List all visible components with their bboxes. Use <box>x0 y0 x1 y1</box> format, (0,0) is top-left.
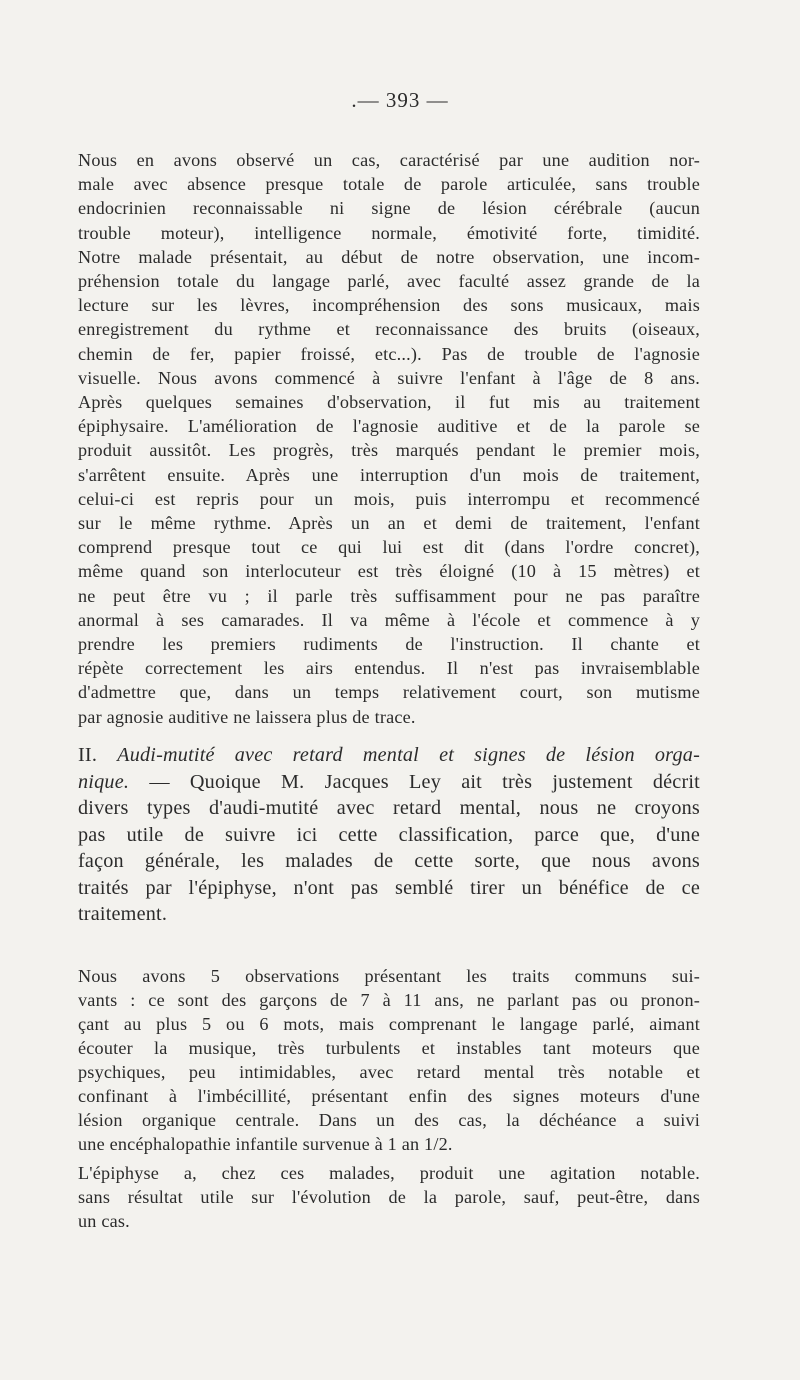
text-line: chemin de fer, papier froissé, etc...). Pas de trouble de l'agnosie <box>78 343 700 364</box>
text-line: pas utile de suivre ici cette classification, parce que, d'une <box>78 823 700 846</box>
text-line: nique. — Quoique M. Jacques Ley ait très justement décrit <box>78 770 700 793</box>
text-line: divers types d'audi-mutité avec retard mental, nous ne croyons <box>78 797 700 819</box>
text-line: lésion organique centrale. Dans un des cas, la déchéance a suivi <box>78 1110 700 1130</box>
text-line: confinant à l'imbécillité, présentant enfin des signes moteurs d'une <box>78 1086 700 1106</box>
text-line: prendre les premiers rudiments de l'instruction. Il chante et <box>78 634 700 655</box>
text-line: vants : ce sont des garçons de 7 à 11 ans, ne parlant pas ou pronon- <box>78 990 700 1010</box>
text-line: d'admettre que, dans un temps relativement court, son mutisme <box>78 682 700 703</box>
paragraph-conclusion <box>78 1161 700 1233</box>
section-title-end: nique. <box>78 770 130 793</box>
text-line: produit aussitôt. Les progrès, très marqués pendant le premier mois, <box>78 440 700 461</box>
text-line: Notre malade présentait, au début de notre observation, une incom- <box>78 246 700 267</box>
text-line: çant au plus 5 ou 6 mots, mais comprenant le langage parlé, aimant <box>78 1014 700 1034</box>
text-line: male avec absence presque totale de parole articulée, sans trouble <box>78 174 700 195</box>
text-line: comprend presque tout ce qui lui est dit (dans l'ordre concret), <box>78 537 700 558</box>
text-line: celui-ci est repris pour un mois, puis interrompu et recommencé <box>78 488 700 509</box>
text-line: Nous en avons observé un cas, caractérisé par une audition nor- <box>78 150 700 170</box>
text-line: s'arrêtent ensuite. Après une interruption d'un mois de traitement, <box>78 464 700 485</box>
section-audi-mutite <box>78 742 700 928</box>
text-line: visuelle. Nous avons commencé à suivre l'enfant à l'âge de 8 ans. <box>78 367 700 388</box>
text-line: enregistrement du rythme et reconnaissance des bruits (oiseaux, <box>78 319 700 340</box>
text-line: un cas. <box>78 1211 130 1231</box>
text-line: ne peut être vu ; il parle très suffisamment pour ne pas paraître <box>78 585 700 606</box>
text-line: répète correctement les airs entendus. Il n'est pas invraisemblable <box>78 658 700 679</box>
text-line: une encéphalopathie infantile survenue à 1 an 1/2. <box>78 1134 453 1154</box>
text-line: même quand son interlocuteur est très éloigné (10 à 15 mètres) et <box>78 561 700 582</box>
text-line: L'épiphyse a, chez ces malades, produit une agitation notable. <box>78 1163 700 1183</box>
text-line: écouter la musique, très turbulents et instables tant moteurs que <box>78 1038 700 1058</box>
text-line: traitement. <box>78 903 168 925</box>
text-line: façon générale, les malades de cette sorte, que nous avons <box>78 850 700 872</box>
text-line: sur le même rythme. Après un an et demi de traitement, l'enfant <box>78 513 700 534</box>
text-line: traités par l'épiphyse, n'ont pas semblé tirer un bénéfice de ce <box>78 876 700 899</box>
text-line: Nous avons 5 observations présentant les traits communs sui- <box>78 966 700 986</box>
text-line: endocrinien reconnaissable ni signe de lésion cérébrale (aucun <box>78 198 700 219</box>
text-line: préhension totale du langage parlé, avec faculté assez grande de la <box>78 271 700 292</box>
paragraph-observation <box>78 148 700 729</box>
section-number: II. <box>78 744 98 766</box>
text-line: psychiques, peu intimidables, avec retard mental très notable et <box>78 1062 700 1082</box>
page-number: .— 393 — <box>351 88 449 112</box>
text-line: trouble moteur), intelligence normale, émotivité forte, timidité. <box>78 222 700 243</box>
text-line: par agnosie auditive ne laissera plus de trace. <box>78 706 416 727</box>
paragraph-observations-summary <box>78 964 700 1156</box>
text-line: Après quelques semaines d'observation, il fut mis au traitement <box>78 392 700 413</box>
text-line: sans résultat utile sur l'évolution de la parole, sauf, peut-être, dans <box>78 1187 700 1207</box>
section-title: Audi-mutité avec retard mental et signes de lésion orga- <box>117 744 700 766</box>
text-line: anormal à ses camarades. Il va même à l'école et commence à y <box>78 609 700 630</box>
section-heading-line <box>78 742 700 769</box>
text-line: épiphysaire. L'amélioration de l'agnosie auditive et de la parole se <box>78 416 700 437</box>
text-line: lecture sur les lèvres, incompréhension des sons musicaux, mais <box>78 295 700 316</box>
